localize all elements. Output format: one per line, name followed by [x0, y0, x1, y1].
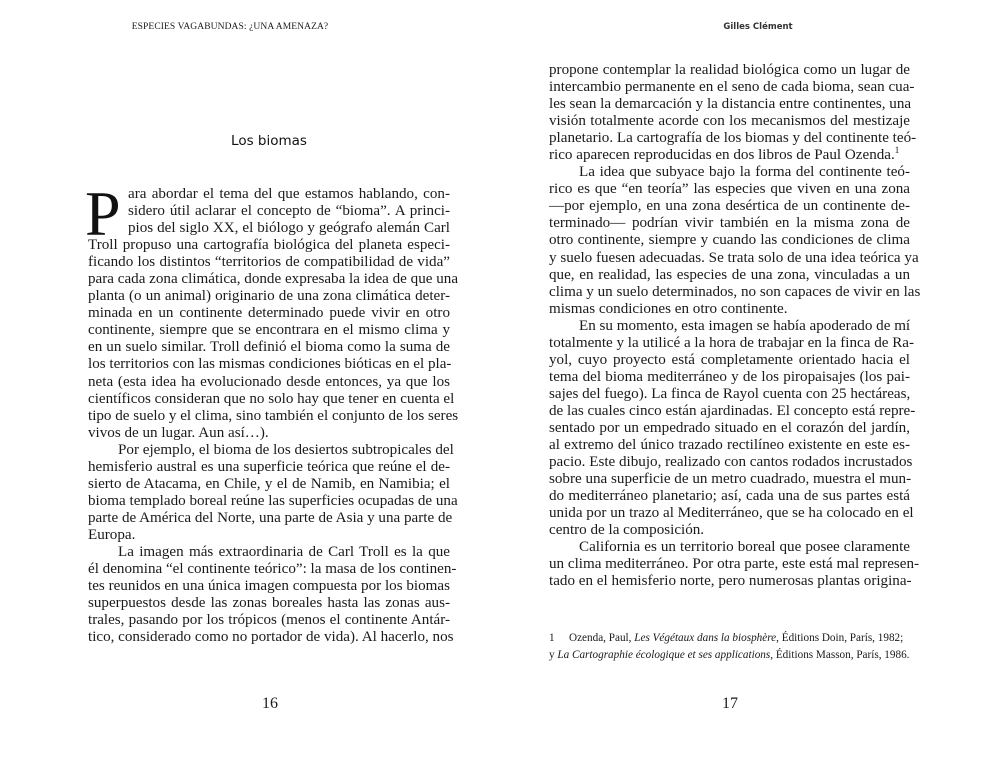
footnote-line-2: [549, 647, 910, 664]
text-line: En su momento, esta imagen se había apoderado de mí: [579, 317, 911, 334]
footnote-book-title: La Cartographie écologique et ses applications: [557, 649, 771, 661]
text-line: La idea que subyace bajo la forma del continente teó-: [579, 164, 910, 181]
drop-cap: P: [85, 178, 121, 249]
text-line: que, en realidad, las especies de una zona, vinculadas a un: [549, 266, 910, 283]
text-line: tico, considerado como no portador de vida). Al hacerlo, nos: [88, 629, 454, 646]
text-line: los territorios con las mismas condiciones bióticas en el pla-: [88, 356, 452, 373]
footnote-book-title: Les Végétaux dans la biosphère: [634, 632, 777, 644]
text-line: él denomina “el continente teórico”: la masa de los continen-: [88, 561, 457, 578]
text-line: unida por un trazo al Mediterráneo, que se ha colocado en el: [549, 505, 914, 522]
text-line: trales, pasando por los trópicos (menos el continente Antár-: [88, 612, 450, 629]
footnote: [549, 630, 910, 664]
text-line: mismas condiciones en otro continente.: [549, 300, 788, 317]
text-line: La imagen más extraordinaria de Carl Troll es la que: [118, 543, 450, 560]
text-line: terminado— podrían vivir también en la misma zona de: [549, 215, 910, 232]
text-line: continente, siempre que se encontrara en el mismo clima y: [88, 322, 450, 339]
text-line: pacio. Este dibujo, realizado con cantos rodados incrustados: [549, 454, 913, 471]
text-line: yol, cuyo proyecto está completamente orientado hacia el: [549, 351, 910, 368]
text-line: vivos de un lugar. Aun así…).: [88, 424, 269, 441]
page-number-left: 16: [262, 695, 278, 712]
text-line: Por ejemplo, el bioma de los desiertos subtropicales del: [118, 441, 454, 458]
text-line: totalmente y la utilicé a la hora de trabajar en la finca de Ra-: [549, 334, 915, 351]
footnote-text: , Éditions Doin, París, 1982;: [776, 632, 904, 644]
text-line: minada en un continente determinado puede vivir en otro: [88, 305, 450, 322]
text-line: al extremo del único trazado rectilíneo existente en este es-: [549, 437, 910, 454]
text-line: para cada zona climática, donde expresaba la idea de que una: [88, 271, 459, 288]
text-line: tipo de suelo y el clima, sino también el conjunto de los seres: [88, 407, 459, 424]
footnote-number: 1: [549, 632, 555, 644]
text-line: —por ejemplo, en una zona desértica de un continente de-: [549, 198, 910, 215]
text-line: clima y un suelo determinados, no son capaces de vivir en las: [549, 283, 921, 300]
text-line: superpuestos desde las zonas boreales hasta las zonas aus-: [88, 595, 450, 612]
text-line: bioma templado boreal reúne las superficies ocupadas de una: [88, 492, 458, 509]
text-line: sobre una superficie de un metro cuadrado, muestra el mun-: [549, 471, 912, 488]
footnote-text: , Éditions Masson, París, 1986.: [770, 649, 910, 661]
text-line: neta (esta idea ha evolucionado desde entonces, ya que los: [88, 373, 450, 390]
text-line: visión totalmente acorde con los mecanismos del mestizaje: [549, 113, 910, 130]
chapter-title: Los biomas: [231, 133, 307, 149]
text-line: hemisferio austral es una superficie teórica que reúne el de-: [88, 458, 450, 475]
right-body-text: [549, 62, 921, 590]
footnote-text: Ozenda, Paul,: [569, 632, 635, 644]
text-line: tado en el hemisferio norte, pero numerosas plantas origina-: [549, 573, 912, 590]
text-line: propone contemplar la realidad biológica como un lugar de: [549, 62, 910, 78]
text-line: centro de la composición.: [549, 522, 705, 539]
text-line: tes reunidos en una única imagen compuesta por los biomas: [88, 578, 450, 595]
text-line: sidero útil aclarar el concepto de “bioma”. A princi-: [128, 203, 450, 220]
text-line: Europa.: [88, 526, 136, 543]
running-head-book-title: ESPECIES VAGABUNDAS: ¿UNA AMENAZA?: [131, 22, 329, 32]
footnote-line-1: [549, 630, 910, 647]
text-line: de las cuales cinco están ajardinadas. El concepto está repre-: [549, 402, 916, 419]
text-line: California es un territorio boreal que posee claramente: [579, 539, 910, 556]
text-line: ficando los distintos “territorios de compatibilidad de vida”: [88, 254, 450, 271]
text-line: rico aparecen reproducidas en dos libros de Paul Ozenda.$^1$: [549, 145, 900, 164]
text-line: les sean la demarcación y la distancia entre continentes, una: [549, 96, 912, 113]
text-line: tema del bioma mediterráneo y de los piropaisajes (los pai-: [549, 368, 910, 385]
text-line: en un suelo similar. Troll definió el bioma como la suma de: [88, 339, 450, 356]
text-line: intercambio permanente en el seno de cada bioma, sean cua-: [549, 79, 915, 96]
text-line: sentado por un empedrado situado en el corazón del jardín,: [549, 419, 910, 436]
text-line: y suelo fuesen adecuadas. Se trata solo de una idea teórica ya: [549, 249, 919, 266]
text-line: sajes del fuego). La finca de Rayol cuenta con 25 hectáreas,: [549, 385, 911, 402]
text-line: sierto de Atacama, en Chile, y el de Namib, en Namibia; el: [88, 475, 450, 492]
page-number-right: 17: [722, 695, 738, 712]
text-line: otro continente, siempre y cuando las condiciones de clima: [549, 232, 910, 249]
running-head-author: Gilles Clément: [723, 22, 793, 32]
text-line: un clima mediterráneo. Por otra parte, este está mal represen-: [549, 556, 920, 573]
footnote-marker[interactable]: 1: [894, 145, 900, 156]
right-page: [500, 0, 1000, 769]
text-line: rico es que “en teoría” las especies que viven en una zona: [549, 181, 910, 198]
footnote-text: y: [549, 649, 558, 661]
text-line: científicos consideran que no solo hay que tener en cuenta el: [88, 390, 455, 407]
text-line: planta (o un animal) originario de una zona climática deter-: [88, 288, 450, 305]
text-line: do mediterráneo planetario; así, cada una de sus partes está: [549, 488, 910, 505]
text-line: Troll propuso una cartografía biológica del planeta especi-: [88, 237, 450, 254]
text-line: pios del siglo XX, el biólogo y geógrafo alemán Carl: [128, 220, 450, 237]
text-line: ara abordar el tema del que estamos hablando, con-: [128, 186, 450, 202]
text-line: parte de América del Norte, una parte de Asia y una parte de: [88, 509, 453, 526]
text-line: planetario. La cartografía de los biomas y del continente teó-: [549, 130, 917, 147]
left-body-text: [85, 178, 459, 646]
